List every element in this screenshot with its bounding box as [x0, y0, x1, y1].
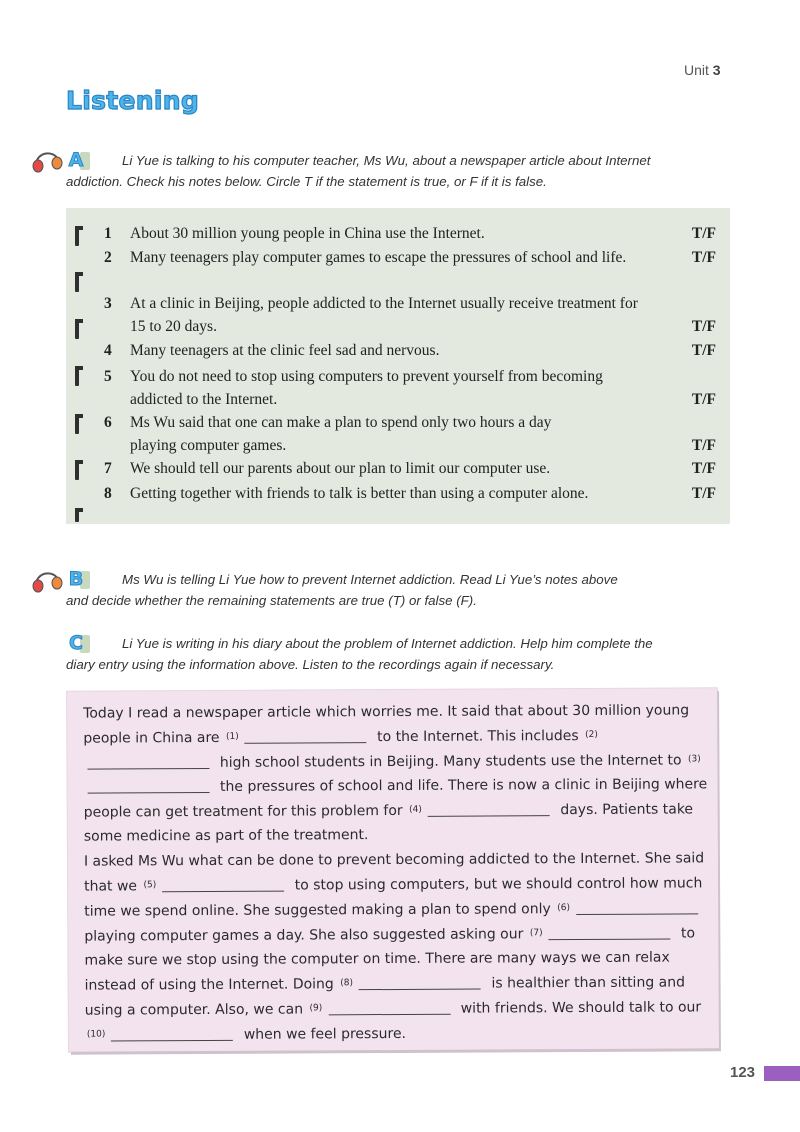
diary-text: to the Internet. This includes [377, 728, 579, 746]
spiral-binding [75, 366, 79, 386]
spiral-binding [75, 226, 79, 246]
statement-7 [92, 457, 716, 480]
diary-text: I asked Ms Wu what can be done to prevent becoming addicted to the Internet. She said that we [83, 850, 705, 895]
headphones-icon [30, 145, 64, 175]
unit-label [684, 62, 721, 78]
blank-6[interactable] [576, 899, 698, 915]
blank-ref: (2) [585, 729, 598, 740]
part-a-badge: A [66, 150, 86, 170]
section-title: Listening [66, 86, 200, 115]
part-b-instruction [66, 569, 726, 611]
diary-text: when we feel pressure. [243, 1025, 407, 1043]
true-false-option[interactable]: T/F [691, 391, 716, 408]
true-false-option[interactable]: T/F [691, 318, 716, 335]
blank-3[interactable] [88, 778, 210, 794]
blank-7[interactable] [549, 925, 671, 941]
diary-box [67, 688, 719, 1051]
blank-ref: (6) [557, 903, 571, 914]
page-number-bar [764, 1066, 800, 1081]
statement-number: 5 [104, 368, 112, 385]
blank-ref: (4) [409, 804, 422, 815]
statement-8 [92, 482, 716, 505]
part-c-instruction-line2: diary entry using the information above. Listen to the recordings again if necessary. [66, 657, 555, 672]
blank-8[interactable] [359, 975, 481, 991]
statement-text: Ms Wu said that one can make a plan to spend only two hours a day playing computer games. [130, 414, 552, 454]
statement-4 [92, 339, 716, 362]
statement-number: 2 [104, 249, 112, 266]
statement-6 [92, 411, 716, 457]
blank-1[interactable] [245, 728, 367, 744]
spiral-binding [75, 414, 79, 434]
part-c-badge: C [66, 633, 86, 653]
part-b-badge: B [66, 569, 86, 589]
statement-number: 4 [104, 342, 112, 359]
part-b-instruction-line1: Ms Wu is telling Li Yue how to prevent Internet addiction. Read Li Yue’s notes above [122, 572, 618, 587]
part-a-instruction [66, 150, 726, 192]
unit-number: 3 [712, 62, 721, 78]
blank-10[interactable] [111, 1026, 233, 1042]
statement-text: Many teenagers play computer games to escape the pressures of school and life. [130, 249, 627, 266]
statement-text: You do not need to stop using computers to prevent yourself from becoming addicted to the Internet. [130, 368, 603, 408]
blank-ref: (1) [225, 731, 239, 742]
statement-3 [92, 292, 716, 338]
spiral-binding [75, 508, 79, 522]
statement-number: 3 [104, 295, 112, 312]
unit-label-text: Unit [684, 62, 709, 78]
diary-text: to make sure we stop using the computer on time. There are many ways we can relax instead of using the Internet. Doing [84, 925, 696, 994]
statement-text: We should tell our parents about our plan to limit our computer use. [130, 460, 551, 477]
statement-text: Getting together with friends to talk is better than using a computer alone. [130, 485, 589, 502]
statement-number: 8 [104, 485, 112, 502]
blank-ref: (9) [309, 1003, 323, 1014]
diary-text: playing computer games a day. She also suggested asking our [84, 926, 524, 945]
statement-2 [92, 246, 716, 269]
statement-number: 1 [104, 225, 112, 242]
diary-text: the pressures of school and life. There is now a clinic in Beijing where people can get treatment for this problem for [83, 776, 708, 821]
true-false-option[interactable]: T/F [691, 437, 716, 454]
true-false-option[interactable]: T/F [691, 485, 716, 502]
spiral-binding [75, 319, 79, 339]
diary-text: is healthier than sitting and using a computer. Also, we can [84, 974, 686, 1019]
true-false-option[interactable]: T/F [691, 249, 716, 266]
part-c-instruction-line1: Li Yue is writing in his diary about the problem of Internet addiction. Help him complete the [122, 636, 653, 651]
diary-text: high school students in Beijing. Many students use the Internet to [219, 752, 682, 771]
diary-paragraph-1 [83, 698, 710, 848]
statement-number: 7 [104, 460, 112, 477]
page-number: 123 [730, 1064, 756, 1081]
blank-ref: (5) [143, 880, 157, 891]
blank-ref: (7) [529, 928, 543, 939]
blank-ref: (10) [86, 1029, 106, 1040]
true-false-option[interactable]: T/F [691, 225, 716, 242]
headphones-icon [30, 565, 64, 595]
statement-text: About 30 million young people in China use the Internet. [130, 225, 485, 242]
diary-text: days. Patients take some medicine as part of the treatment. [83, 801, 694, 845]
statement-text: Many teenagers at the clinic feel sad and nervous. [130, 342, 440, 359]
part-c-instruction [66, 633, 726, 675]
diary-text: with friends. We should talk to our [460, 999, 702, 1017]
blank-9[interactable] [328, 1000, 450, 1016]
statement-number: 6 [104, 414, 112, 431]
statement-1 [92, 222, 716, 245]
part-a-instruction-line1: Li Yue is talking to his computer teacher, Ms Wu, about a newspaper article about Internet [122, 153, 651, 168]
part-b-instruction-line2: and decide whether the remaining statements are true (T) or false (F). [66, 593, 477, 608]
blank-ref: (3) [687, 754, 701, 765]
notes-box [66, 208, 730, 524]
blank-2[interactable] [87, 754, 209, 770]
statement-text: At a clinic in Beijing, people addicted to the Internet usually receive treatment for 15 to 20 days. [130, 295, 638, 335]
diary-paragraph-2 [84, 846, 711, 1047]
blank-5[interactable] [162, 877, 284, 893]
diary-text: Today I read a newspaper article which worries me. It said that about 30 million young people in China are [83, 702, 690, 747]
spiral-binding [75, 272, 79, 292]
diary-text: to stop using computers, but we should control how much time we spend online. She suggested making a plan to spend only [84, 875, 703, 920]
statement-5 [92, 365, 716, 411]
blank-4[interactable] [428, 801, 550, 817]
part-a-instruction-line2: addiction. Check his notes below. Circle T if the statement is true, or F if it is false. [66, 174, 547, 189]
blank-ref: (8) [340, 978, 354, 989]
spiral-binding [75, 460, 79, 480]
true-false-option[interactable]: T/F [691, 460, 716, 477]
true-false-option[interactable]: T/F [691, 342, 716, 359]
